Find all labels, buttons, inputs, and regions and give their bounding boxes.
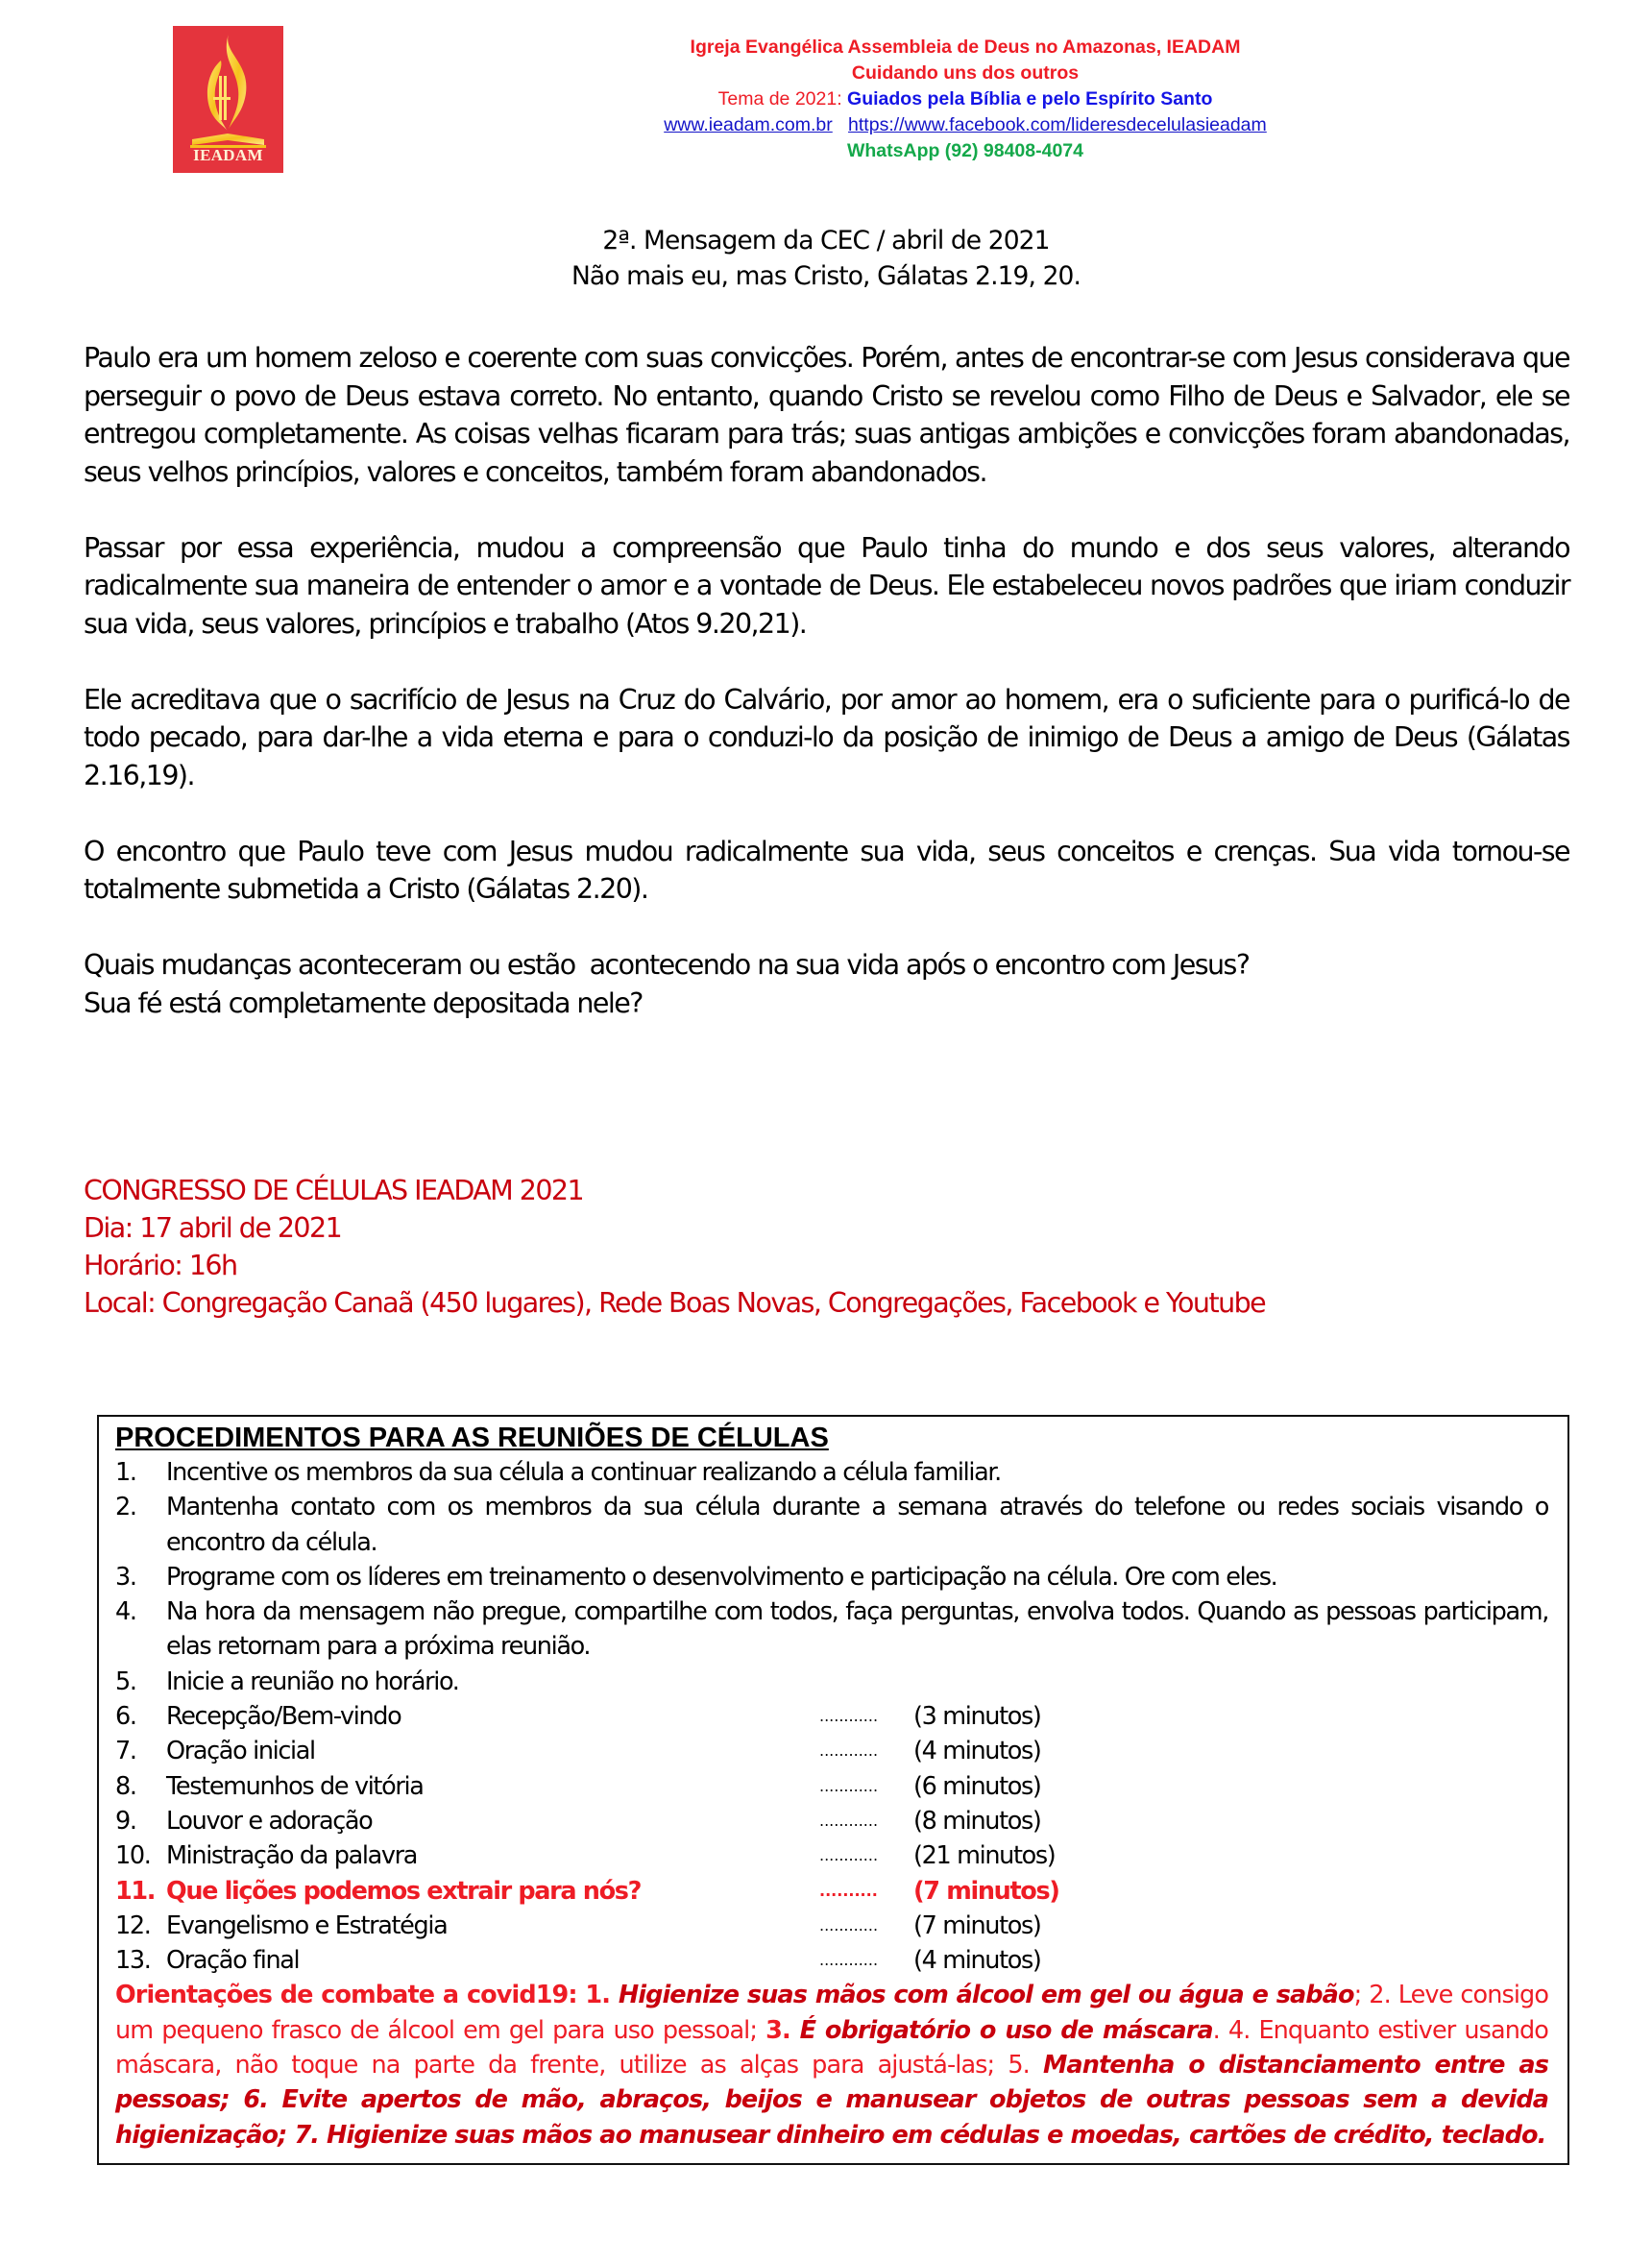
schedule-duration: (7 minutos) [913,1910,1041,1940]
schedule-activity: Recepção/Bem-vindo [166,1702,401,1732]
dot-leader: ............ [819,1741,879,1761]
schedule-row [115,1769,1548,1804]
schedule-duration: (6 minutos) [913,1771,1041,1801]
procedure-item [115,1490,1548,1560]
theme-value: Guiados pela Bíblia e pelo Espírito Santo [847,88,1213,110]
message-subtitle: 2ª. Mensagem da CEC / abril de 2021 [602,226,1050,256]
dot-leader: ............ [819,1951,879,1970]
paragraph: O encontro que Paulo teve com Jesus mudou radicalmente sua vida, seus conceitos e crenças. Sua vida tornou-se totalmente submetida a Cristo (Gálatas 2.20). [84,835,1569,905]
schedule-number: 11. [115,1876,156,1906]
paragraph: Passar por essa experiência, mudou a compreensão que Paulo tinha do mundo e dos seus valores, alterando radicalmente sua maneira de entender o amor e a vontade de Deus. Ele estabeleceu novos padrões que iriam conduzir sua vida, seus valores, princípios e trabalho (Atos 9.20,21). [84,531,1569,640]
procedures-box [97,1415,1569,2165]
covid-lead: Orientações de combate a covid19: 1. [115,1981,619,2010]
paragraph: Paulo era um homem zeloso e coerente com suas convicções. Porém, antes de encontrar-se com Jesus considerava que perseguir o povo de Deus estava correto. No entanto, quando Cristo se revelou como Filho de Deus e Salvador, ele se entregou completamente. As coisas velhas ficaram para trás; suas antigas ambições e convicções foram abandonadas, seus velhos princípios, valores e conceitos, também foram abandonados. [84,342,1569,488]
dot-leader: ............ [819,1776,879,1795]
message-title [0,223,1652,294]
website-link[interactable]: www.ieadam.com.br [664,114,833,135]
message-body [84,339,1569,1022]
congress-time: Horário: 16h [84,1250,237,1281]
schedule-activity: Louvor e adoração [166,1806,373,1836]
reflection-questions [84,946,1569,1022]
item-number: 3. [115,1562,136,1592]
schedule-number: 9. [115,1806,136,1836]
schedule-activity: Evangelismo e Estratégia [166,1910,448,1940]
motto: Cuidando uns dos outros [851,62,1080,84]
procedure-item [115,1560,1548,1594]
logo-text: IEADAM [193,146,263,164]
covid-item-4: . 4. Enquanto estiver usando máscara, não toque na parte da frente, utilize as alças para ajustá-las; 5. [115,2015,1549,2080]
schedule-duration: (7 minutos) [913,1876,1059,1906]
schedule-number: 6. [115,1702,136,1732]
ieadam-logo [173,26,283,173]
congress-title: CONGRESSO DE CÉLULAS IEADAM 2021 [84,1175,584,1206]
schedule-row [115,1734,1548,1768]
item-text: Mantenha contato com os membros da sua célula durante a semana através do telefone ou redes sociais visando o encontro da célula. [166,1493,1548,1557]
schedule-number: 8. [115,1771,136,1801]
theme-label: Tema de 2021: [717,88,848,110]
schedule-number: 10. [115,1841,151,1871]
item-text: Incentive os membros da sua célula a continuar realizando a célula familiar. [166,1458,1001,1487]
schedule-number: 13. [115,1946,151,1976]
schedule-row [115,1943,1548,1978]
whatsapp-contact: WhatsApp (92) 98408-4074 [846,140,1084,161]
dot-leader: ............ [819,1846,879,1865]
schedule-duration: (4 minutos) [913,1737,1041,1766]
congress-day: Dia: 17 abril de 2021 [84,1212,342,1244]
schedule-row [115,1874,1548,1909]
covid-item-1: Higienize suas mãos com álcool em gel ou água e sabão [618,1981,1354,2010]
schedule-duration: (21 minutos) [913,1841,1056,1871]
schedule-duration: (8 minutos) [913,1806,1041,1836]
dot-leader: ............ [819,1915,879,1934]
schedule-number: 12. [115,1910,151,1940]
schedule-activity: Testemunhos de vitória [166,1771,424,1801]
procedures-title: PROCEDIMENTOS PARA AS REUNIÕES DE CÉLULAS [115,1423,829,1453]
letterhead [283,35,1647,164]
dot-leader: ............ [819,1707,879,1726]
schedule-row [115,1838,1548,1873]
covid-item-2: ; 2. Leve consigo um pequeno frasco de álcool em gel para uso pessoal; [115,1981,1549,2045]
facebook-link[interactable]: https://www.facebook.com/lideresdecelulasieadam [848,114,1267,135]
message-verse: Não mais eu, mas Cristo, Gálatas 2.19, 20. [571,261,1081,291]
procedure-item [115,1665,1548,1699]
covid-item-3: É obrigatório o uso de máscara [799,2015,1213,2045]
covid-item-5-7: Mantenha o distanciamento entre as pessoas; 6. Evite apertos de mão, abraços, beijos e manusear objetos de outras pessoas sem a devida higienização; 7. Higienize suas mãos ao manusear dinheiro em cédulas e moedas, cartões de crédito, teclado. [115,2051,1548,2150]
item-number: 1. [115,1458,136,1487]
schedule-activity: Ministração da palavra [166,1841,418,1871]
dot-leader: .......... [819,1881,878,1900]
schedule-row [115,1804,1548,1838]
schedule-number: 7. [115,1737,136,1766]
item-number: 5. [115,1667,136,1696]
procedure-item [115,1594,1548,1665]
question: Quais mudanças aconteceram ou estão acontecendo na sua vida após o encontro com Jesus? [84,949,1250,981]
links-line [283,112,1647,138]
congress-location: Local: Congregação Canaã (450 lugares), Rede Boas Novas, Congregações, Facebook e Youtube [84,1287,1266,1319]
theme-line [283,86,1647,112]
dot-leader: ............ [819,1811,879,1830]
covid-item-3-num: 3. [765,2015,800,2045]
congress-info [84,1172,1265,1322]
item-number: 4. [115,1597,136,1627]
schedule-row [115,1909,1548,1943]
item-text: Na hora da mensagem não pregue, compartilhe com todos, faça perguntas, envolva todos. Quando as pessoas participam, elas retornam para a próxima reunião. [166,1597,1548,1662]
schedule-row [115,1699,1548,1734]
item-text: Inicie a reunião no horário. [166,1667,459,1696]
covid-guidelines [115,1978,1548,2152]
question: Sua fé está completamente depositada nele? [84,986,643,1019]
item-text: Programe com os líderes em treinamento o desenvolvimento e participação na célula. Ore com eles. [166,1562,1277,1592]
org-name: Igreja Evangélica Assembleia de Deus no Amazonas, IEADAM [690,36,1241,58]
schedule-duration: (4 minutos) [913,1946,1041,1976]
schedule-activity: Oração final [166,1946,300,1976]
paragraph: Ele acreditava que o sacrifício de Jesus na Cruz do Calvário, por amor ao homem, era o suficiente para o purificá-lo de todo pecado, para dar-lhe a vida eterna e para o conduzi-lo da posição de inimigo de Deus a amigo de Deus (Gálatas 2.16,19). [84,683,1569,791]
procedure-item [115,1455,1548,1490]
schedule-activity: Que lições podemos extrair para nós? [166,1876,642,1906]
item-number: 2. [115,1493,136,1522]
schedule-duration: (3 minutos) [913,1702,1041,1732]
schedule-activity: Oração inicial [166,1737,315,1766]
